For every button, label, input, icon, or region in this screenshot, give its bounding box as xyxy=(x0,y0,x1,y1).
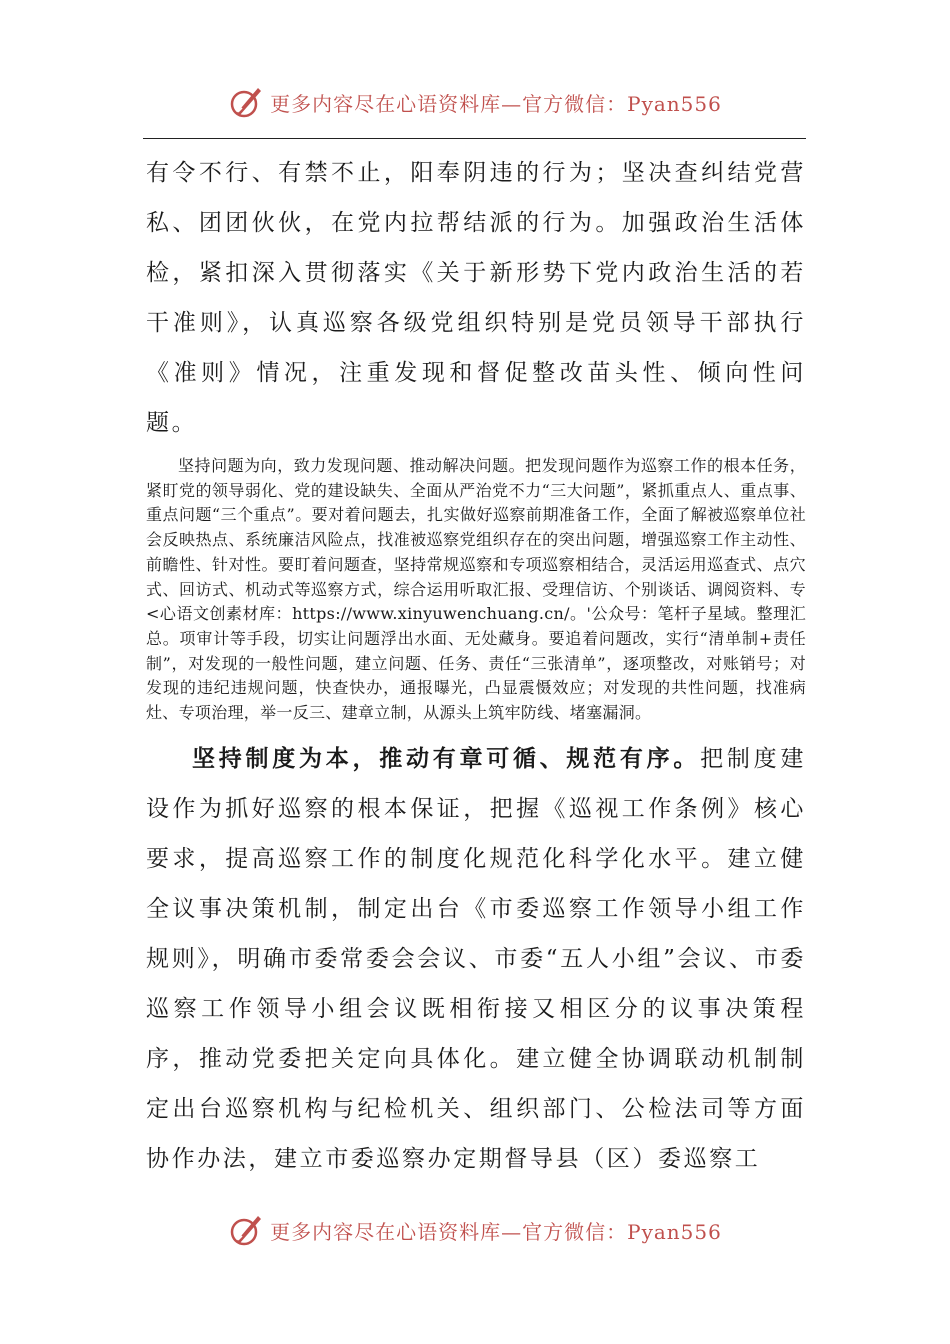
paragraph-3-text: 把制度建设作为抓好巡察的根本保证，把握《巡视工作条例》核心要求，提高巡察工作的制度化规范化科学化水平。建立健全议事决策机制，制定出台《市委巡察工作领导小组工作规则》，明确市委常委会会议、市委“五人小组”会议、市委巡察工作领导小组会议既相衔接又相区分的议事决策程序，推动党委把关定向具体化。建立健全协调联动机制制定出台巡察机构与纪检机关、组织部门、公检法司等方面协作办法，建立市委巡察办定期督导县（区）委巡察工 xyxy=(146,745,806,1172)
header-divider xyxy=(143,138,806,139)
document-body xyxy=(146,148,806,1184)
quill-pen-logo-icon xyxy=(228,1212,264,1248)
paragraph-3-lead: 坚持制度为本，推动有章可循、规范有序。 xyxy=(192,744,701,772)
paragraph-3 xyxy=(146,734,806,1184)
paragraph-1: 有令不行、有禁不止，阳奉阴违的行为；坚决查纠结党营私、团团伙伙，在党内拉帮结派的行为。加强政治生活体检，紧扣深入贯彻落实《关于新形势下党内政治生活的若干准则》，认真巡察各级党组织特别是党员领导干部执行《准则》情况，注重发现和督促整改苗头性、倾向性问题。 xyxy=(146,160,806,436)
header-banner-text: 更多内容尽在心语资料库—官方微信：Pyan556 xyxy=(270,91,722,116)
footer-banner xyxy=(0,1208,950,1252)
header-banner xyxy=(0,80,950,124)
quill-pen-logo-icon xyxy=(228,84,264,120)
footer-banner-text: 更多内容尽在心语资料库—官方微信：Pyan556 xyxy=(270,1219,722,1244)
paragraph-2: 坚持问题为向，致力发现问题、推动解决问题。把发现问题作为巡察工作的根本任务，紧盯党的领导弱化、党的建设缺失、全面从严治党不力“三大问题”，紧抓重点人、重点事、重点问题“三个重点”。要对着问题去，扎实做好巡察前期准备工作，全面了解被巡察单位社会反映热点、系统廉洁风险点，找准被巡察党组织存在的突出问题，增强巡察工作主动性、前瞻性、针对性。要盯着问题查，坚持常规巡察和专项巡察相结合，灵活运用巡查式、点穴式、回访式、机动式等巡察方式，综合运用听取汇报、受理信访、个别谈话、调阅资料、专<心语文创素材库：https://www.xinyuwenchuang.cn/。'公众号：笔杆子星域。整理汇总。项审计等手段，切实让问题浮出水面、无处藏身。要追着问题改，实行“清单制+责任制”，对发现的一般性问题，建立问题、任务、责任“三张清单”，逐项整改，对账销号；对发现的违纪违规问题，快查快办，通报曝光，凸显震慑效应；对发现的共性问题，找准病灶、专项治理，举一反三、建章立制，从源头上筑牢防线、堵塞漏洞。 xyxy=(146,456,806,723)
